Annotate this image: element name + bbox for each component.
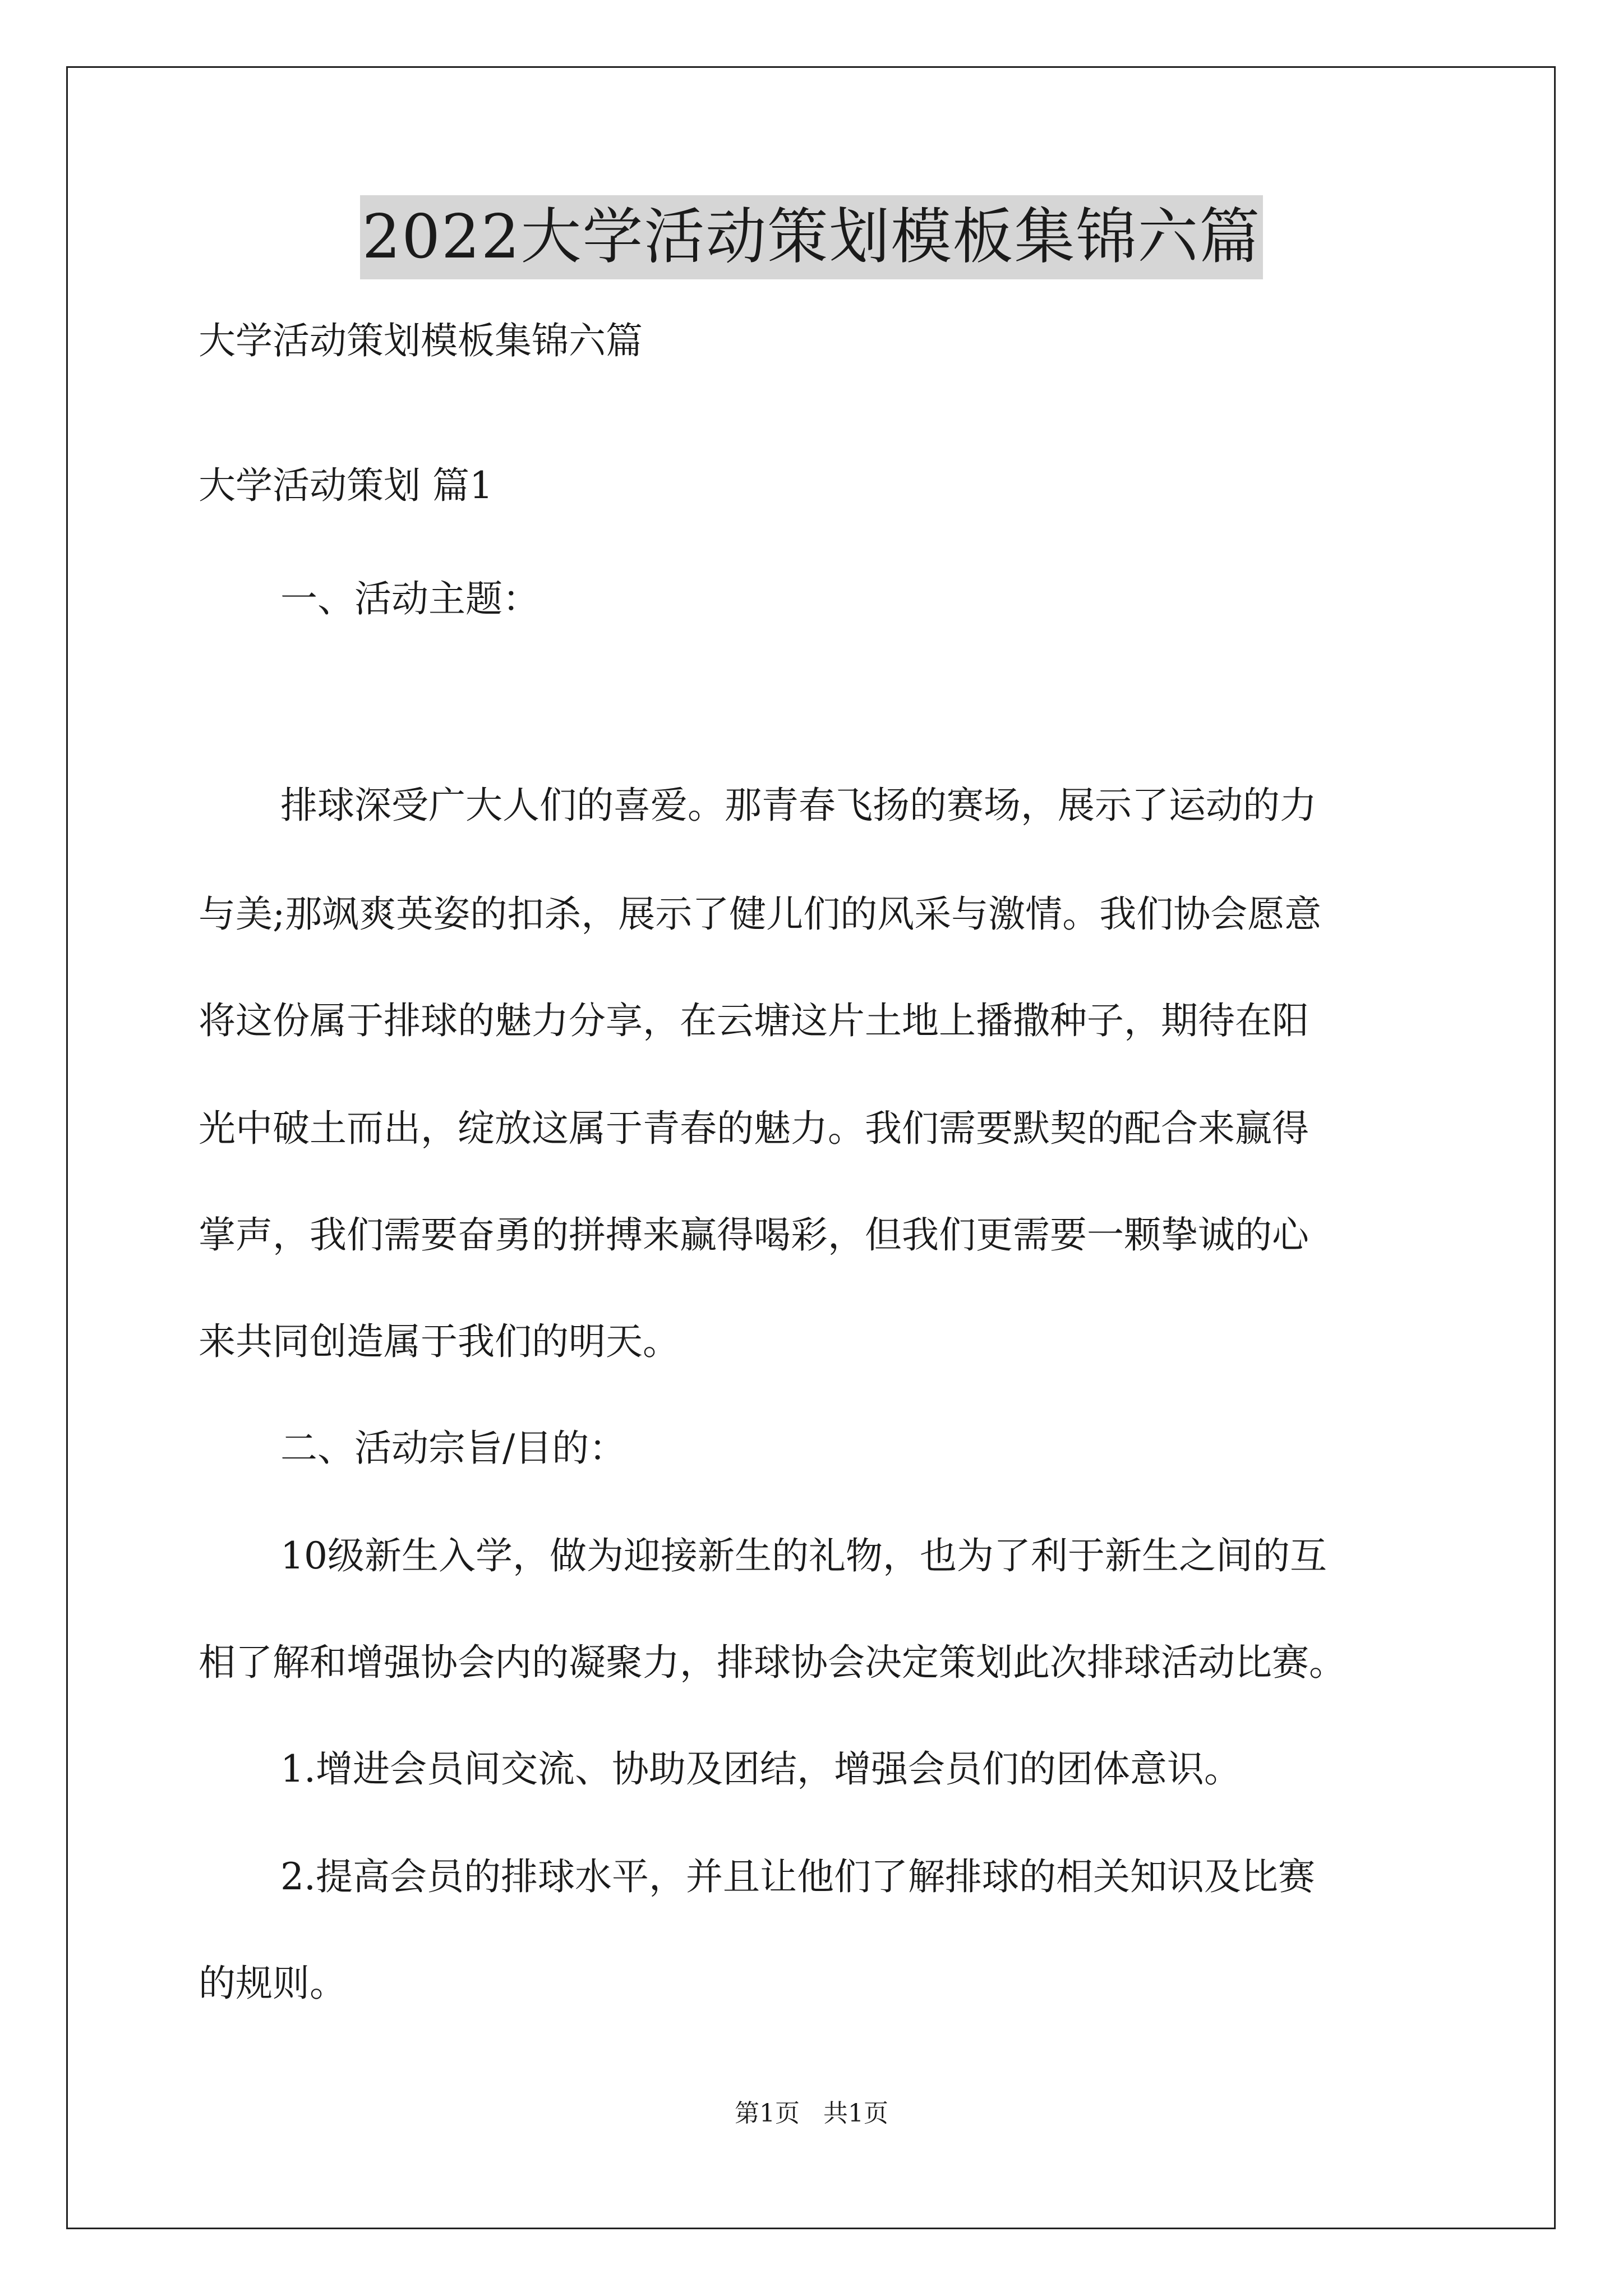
page-total: 共1页 <box>823 2099 888 2128</box>
paragraph-line: 光中破土而出，绽放这属于青春的魅力。我们需要默契的配合来赢得 <box>199 1107 1309 1150</box>
heading-activity-purpose: 二、活动宗旨/目的： <box>280 1427 626 1470</box>
page-footer <box>0 2097 1623 2131</box>
paragraph-line: 与美;那飒爽英姿的扣杀，展示了健儿们的风采与激情。我们协会愿意 <box>199 892 1322 936</box>
section-heading: 大学活动策划 篇1 <box>199 464 493 507</box>
paragraph-line: 来共同创造属于我们的明天。 <box>199 1320 680 1363</box>
paragraph-line: 掌声，我们需要奋勇的拼搏来赢得喝彩，但我们更需要一颗挚诚的心 <box>199 1213 1309 1257</box>
paragraph-line: 排球深受广大人们的喜爱。那青春飞扬的赛场，展示了运动的力 <box>280 784 1317 827</box>
heading-activity-theme: 一、活动主题： <box>280 577 540 620</box>
document-subtitle: 大学活动策划模板集锦六篇 <box>199 319 643 362</box>
document-title: 2022大学活动策划模板集锦六篇 <box>360 195 1264 279</box>
paragraph-line: 10级新生入学，做为迎接新生的礼物，也为了利于新生之间的互 <box>280 1534 1327 1577</box>
title-container <box>0 195 1623 279</box>
list-item: 1.增进会员间交流、协助及团结，增强会员们的团体意识。 <box>280 1747 1241 1791</box>
paragraph-line: 相了解和增强协会内的凝聚力，排球协会决定策划此次排球活动比赛。 <box>199 1641 1346 1684</box>
list-item-continuation: 的规则。 <box>199 1962 347 2005</box>
list-item: 2.提高会员的排球水平，并且让他们了解排球的相关知识及比赛 <box>280 1855 1315 1898</box>
paragraph-line: 将这份属于排球的魅力分享，在云塘这片土地上播撒种子，期待在阳 <box>199 999 1309 1042</box>
page-number: 第1页 <box>735 2099 800 2128</box>
